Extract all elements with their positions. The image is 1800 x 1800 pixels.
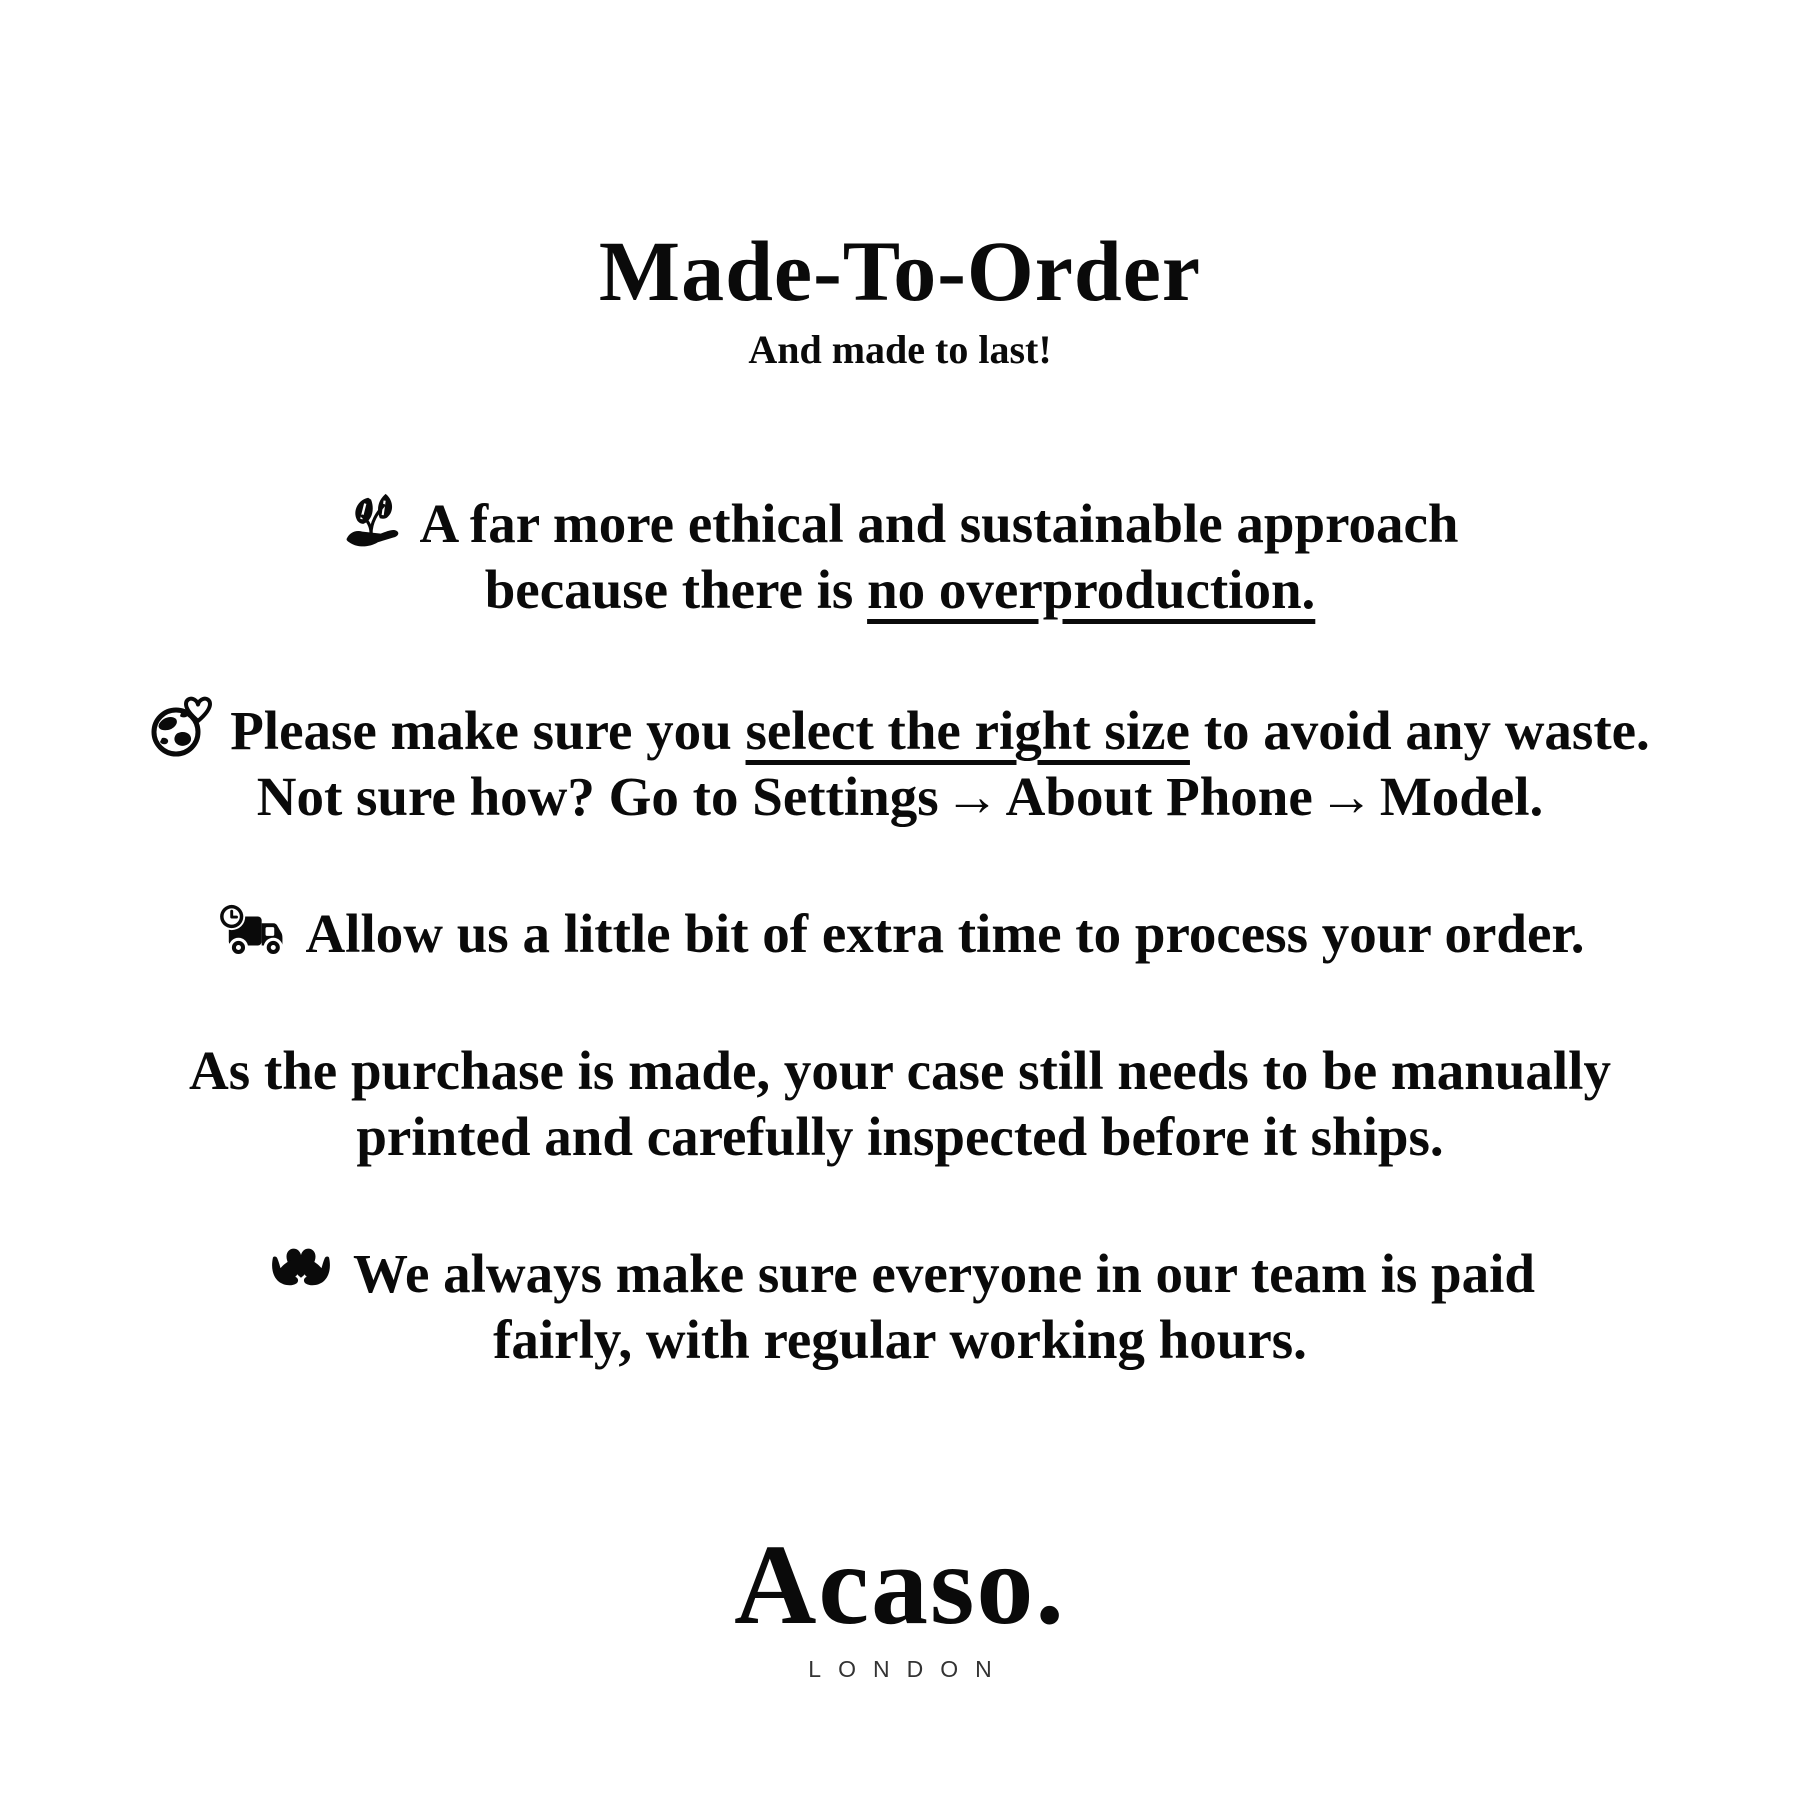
- paragraph-line: [0, 489, 1800, 556]
- paragraph-size-selection: [0, 694, 1800, 829]
- brand-footer: [0, 1521, 1800, 1683]
- brand-logo: Acaso.: [734, 1521, 1066, 1649]
- text-segment: We always make sure everyone in our team is paid: [353, 1243, 1535, 1305]
- sprout-in-hand-icon: [342, 489, 404, 551]
- paragraph-line: [0, 764, 1800, 829]
- paragraph-line: [0, 694, 1800, 763]
- content-block: [0, 489, 1800, 1372]
- text-segment: printed and carefully inspected before it ships.: [356, 1105, 1444, 1167]
- paragraph-line: [0, 901, 1800, 966]
- paragraph-line: [0, 557, 1800, 622]
- text-segment: Not sure how? Go to Settings: [256, 765, 939, 827]
- truck-clock-icon: [215, 903, 289, 961]
- paragraph-manual-printing: [0, 1038, 1800, 1169]
- paragraph-fair-pay: [0, 1241, 1800, 1372]
- underlined-text-segment: no overproduction.: [867, 558, 1316, 620]
- text-segment: About Phone: [1005, 765, 1313, 827]
- text-segment: As the purchase is made, your case still needs to be manually: [189, 1040, 1611, 1102]
- paragraph-line: [0, 1241, 1800, 1306]
- right-arrow-glyph: →: [944, 765, 1000, 827]
- paragraph-line: [0, 1038, 1800, 1103]
- right-arrow-glyph: →: [1318, 765, 1374, 827]
- underlined-text-segment: select the right size: [745, 700, 1190, 762]
- hands-heart-icon: [265, 1243, 337, 1301]
- text-segment: Model.: [1379, 765, 1544, 827]
- paragraph-processing-time: [0, 901, 1800, 966]
- earth-heart-icon: [150, 694, 214, 758]
- page-subtitle: And made to last!: [748, 327, 1052, 373]
- page-title: Made-To-Order: [598, 223, 1202, 319]
- paragraph-line: [0, 1307, 1800, 1372]
- text-segment: A far more ethical and sustainable approach: [419, 493, 1459, 555]
- paragraph-sustainability: [0, 489, 1800, 622]
- text-segment: fairly, with regular working hours.: [493, 1308, 1307, 1370]
- text-segment: because there is: [484, 558, 868, 620]
- text-segment: to avoid any waste.: [1189, 700, 1650, 762]
- text-segment: Allow us a little bit of extra time to process your order.: [305, 903, 1585, 965]
- text-segment: Please make sure you: [230, 700, 746, 762]
- brand-location: LONDON: [808, 1656, 1009, 1683]
- paragraph-line: [0, 1104, 1800, 1169]
